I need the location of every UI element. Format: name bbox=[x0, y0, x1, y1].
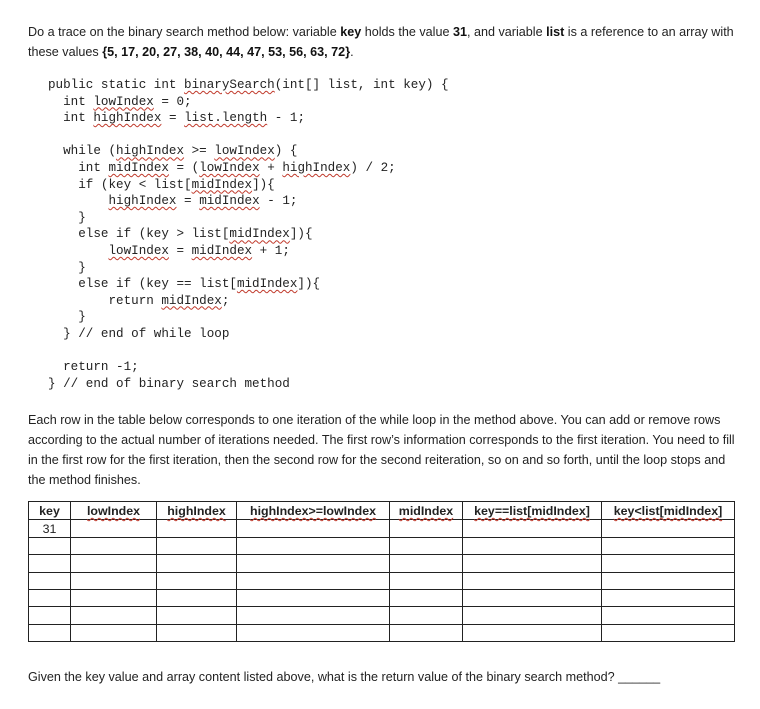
table-cell[interactable] bbox=[157, 624, 237, 641]
code-block: public static int binarySearch(int[] list, int key) { int lowIndex = 0; int highIndex = list.length - 1; while (highIndex >= lowIndex) { int midIndex = (lowIndex + highIndex) / 2; if (key < list[midIndex]){ highIndex = midIndex - 1; } else if (key > list[midIndex]){ lowIndex = midIndex + 1; } else if (key == list[midIndex]){ return midIndex; } } // end of while loop return -1; } // end of binary search method bbox=[48, 78, 449, 391]
instructions-paragraph: Each row in the table below corresponds to one iteration of the while loop in the method above. You can add or remove rows according to the actual number of iterations needed. The first row’s information corresponds to the first iteration. You need to fill in the first row for the first iteration, then the second row for the second reiteration, so on and so forth, until the loop stops and the method finishes. bbox=[28, 413, 735, 487]
table-cell[interactable] bbox=[157, 572, 237, 589]
table-cell[interactable] bbox=[390, 589, 463, 606]
table-cell[interactable] bbox=[71, 555, 157, 572]
table-cell[interactable] bbox=[237, 589, 390, 606]
intro-array-values: {5, 17, 20, 27, 38, 40, 44, 47, 53, 56, 63, 72} bbox=[102, 45, 351, 59]
table-row bbox=[29, 607, 735, 624]
table-cell[interactable] bbox=[463, 555, 602, 572]
table-header-row bbox=[29, 502, 735, 520]
table-cell[interactable] bbox=[463, 520, 602, 537]
header-key: key bbox=[29, 502, 71, 520]
table-cell[interactable]: 31 bbox=[29, 520, 71, 537]
header-condition: highIndex>=lowIndex bbox=[237, 502, 390, 520]
table-cell[interactable] bbox=[463, 624, 602, 641]
table-cell[interactable] bbox=[29, 624, 71, 641]
table-row bbox=[29, 520, 735, 537]
question-text: Given the key value and array content listed above, what is the return value of the binary search method? ______ bbox=[28, 670, 661, 684]
header-lowindex: lowIndex bbox=[71, 502, 157, 520]
table-cell[interactable] bbox=[29, 572, 71, 589]
table-cell[interactable] bbox=[71, 572, 157, 589]
intro-list-word: list bbox=[546, 25, 565, 39]
table-cell[interactable] bbox=[237, 520, 390, 537]
table-cell[interactable] bbox=[237, 624, 390, 641]
table-cell[interactable] bbox=[29, 607, 71, 624]
table-row bbox=[29, 624, 735, 641]
table-cell[interactable] bbox=[237, 537, 390, 554]
table-cell[interactable] bbox=[71, 589, 157, 606]
intro-key-value: 31 bbox=[452, 25, 467, 39]
table-cell[interactable] bbox=[71, 537, 157, 554]
table-cell[interactable] bbox=[390, 520, 463, 537]
table-cell[interactable] bbox=[237, 572, 390, 589]
table-cell[interactable] bbox=[390, 624, 463, 641]
table-row bbox=[29, 537, 735, 554]
intro-text-1: Do a trace on the binary search method below: variable bbox=[28, 25, 341, 39]
intro-key-word: key bbox=[340, 25, 362, 39]
table-cell[interactable] bbox=[237, 607, 390, 624]
table-cell[interactable] bbox=[463, 537, 602, 554]
intro-paragraph bbox=[28, 22, 738, 62]
header-highindex: highIndex bbox=[157, 502, 237, 520]
table-cell[interactable] bbox=[463, 607, 602, 624]
table-cell[interactable] bbox=[602, 537, 735, 554]
table-cell[interactable] bbox=[602, 555, 735, 572]
intro-text-5: . bbox=[350, 45, 354, 59]
table-cell[interactable] bbox=[390, 555, 463, 572]
table-cell[interactable] bbox=[463, 589, 602, 606]
table-cell[interactable] bbox=[602, 589, 735, 606]
table-cell[interactable] bbox=[602, 572, 735, 589]
table-cell[interactable] bbox=[71, 520, 157, 537]
table-cell[interactable] bbox=[29, 537, 71, 554]
trace-table bbox=[28, 501, 735, 642]
table-cell[interactable] bbox=[29, 589, 71, 606]
header-key-equals: key==list[midIndex] bbox=[463, 502, 602, 520]
table-cell[interactable] bbox=[602, 624, 735, 641]
table-row bbox=[29, 572, 735, 589]
table-cell[interactable] bbox=[463, 572, 602, 589]
table-cell[interactable] bbox=[390, 537, 463, 554]
table-cell[interactable] bbox=[157, 520, 237, 537]
header-key-less: key<list[midIndex] bbox=[602, 502, 735, 520]
table-cell[interactable] bbox=[390, 572, 463, 589]
table-cell[interactable] bbox=[390, 607, 463, 624]
table-cell[interactable] bbox=[602, 520, 735, 537]
table-cell[interactable] bbox=[71, 607, 157, 624]
table-cell[interactable] bbox=[29, 555, 71, 572]
table-row bbox=[29, 555, 735, 572]
table-cell[interactable] bbox=[157, 537, 237, 554]
table-cell[interactable] bbox=[157, 589, 237, 606]
table-cell[interactable] bbox=[237, 555, 390, 572]
intro-text-3: , and variable bbox=[466, 25, 547, 39]
table-cell[interactable] bbox=[602, 607, 735, 624]
table-row bbox=[29, 589, 735, 606]
table-cell[interactable] bbox=[71, 624, 157, 641]
table-cell[interactable] bbox=[157, 555, 237, 572]
header-midindex: midIndex bbox=[390, 502, 463, 520]
table-cell[interactable] bbox=[157, 607, 237, 624]
intro-text-4: is a reference to an array with these values bbox=[28, 25, 734, 59]
intro-text-2: holds the value bbox=[361, 25, 453, 39]
